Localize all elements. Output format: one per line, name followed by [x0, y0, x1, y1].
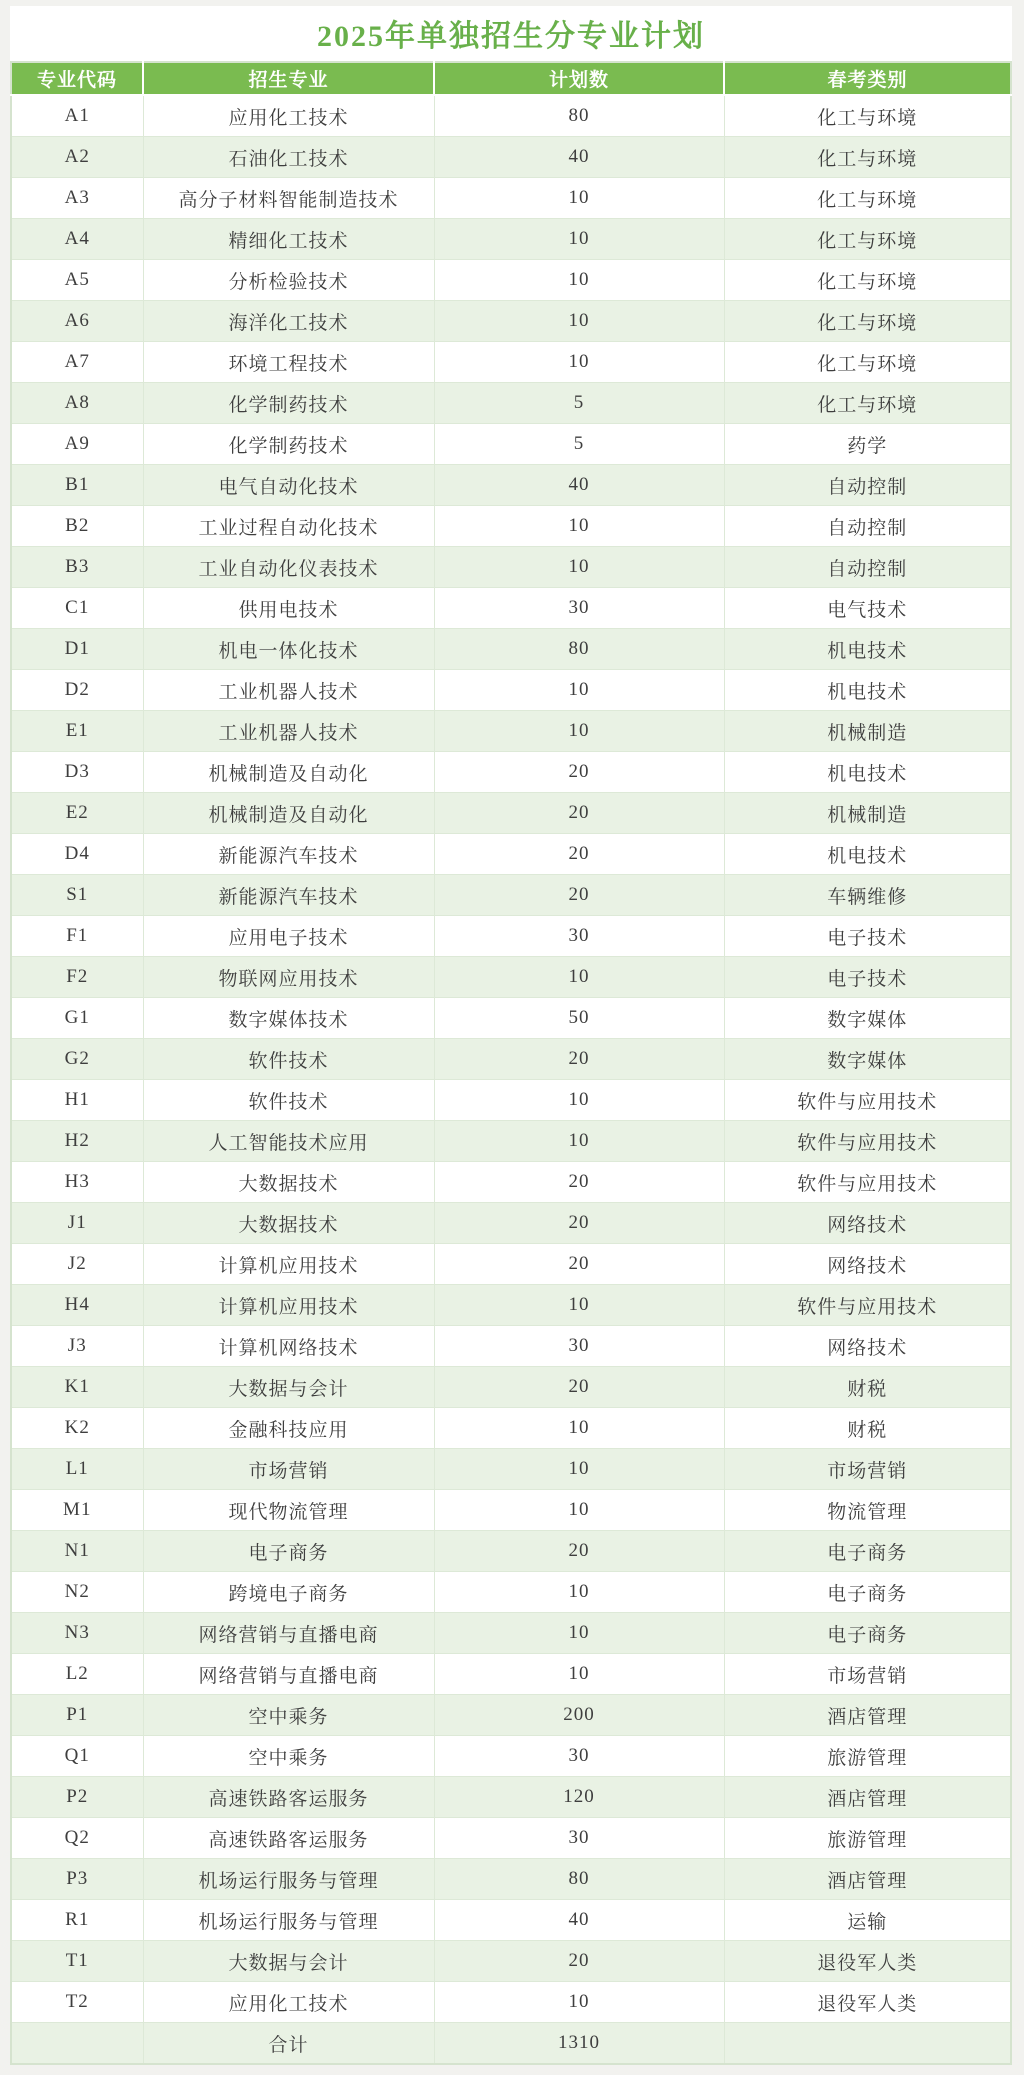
cell-exam-category: 机械制造	[724, 711, 1011, 752]
cell-major-name: 新能源汽车技术	[143, 834, 434, 875]
cell-major-code: P3	[11, 1859, 143, 1900]
cell-major-name: 化学制药技术	[143, 383, 434, 424]
cell-plan-count: 20	[434, 1162, 724, 1203]
cell-major-name: 大数据与会计	[143, 1367, 434, 1408]
cell-exam-category	[724, 2023, 1011, 2065]
cell-plan-count: 30	[434, 1736, 724, 1777]
cell-plan-count: 20	[434, 834, 724, 875]
cell-plan-count: 20	[434, 1244, 724, 1285]
table-row	[11, 1367, 1011, 1408]
cell-exam-category: 数字媒体	[724, 998, 1011, 1039]
cell-exam-category: 运输	[724, 1900, 1011, 1941]
cell-major-name: 数字媒体技术	[143, 998, 434, 1039]
cell-exam-category: 化工与环境	[724, 95, 1011, 137]
cell-plan-count: 30	[434, 1818, 724, 1859]
col-header-plan-count: 计划数	[434, 62, 724, 95]
cell-major-name: 石油化工技术	[143, 137, 434, 178]
cell-exam-category: 数字媒体	[724, 1039, 1011, 1080]
cell-exam-category: 机电技术	[724, 629, 1011, 670]
cell-exam-category: 软件与应用技术	[724, 1285, 1011, 1326]
cell-exam-category: 网络技术	[724, 1326, 1011, 1367]
cell-major-code: H4	[11, 1285, 143, 1326]
cell-major-name: 大数据技术	[143, 1203, 434, 1244]
cell-plan-count: 10	[434, 1654, 724, 1695]
cell-major-code: D4	[11, 834, 143, 875]
cell-plan-count: 10	[434, 1080, 724, 1121]
table-row	[11, 1203, 1011, 1244]
cell-exam-category: 电气技术	[724, 588, 1011, 629]
cell-major-name: 金融科技应用	[143, 1408, 434, 1449]
cell-major-name: 应用化工技术	[143, 1982, 434, 2023]
cell-exam-category: 市场营销	[724, 1654, 1011, 1695]
cell-plan-count: 200	[434, 1695, 724, 1736]
table-row	[11, 1244, 1011, 1285]
cell-major-name: 化学制药技术	[143, 424, 434, 465]
cell-major-code: D1	[11, 629, 143, 670]
table-row	[11, 1039, 1011, 1080]
header-row	[11, 62, 1011, 95]
cell-major-name: 电气自动化技术	[143, 465, 434, 506]
table-row	[11, 260, 1011, 301]
cell-major-code: H1	[11, 1080, 143, 1121]
table-row	[11, 998, 1011, 1039]
cell-major-name: 供用电技术	[143, 588, 434, 629]
cell-exam-category: 网络技术	[724, 1244, 1011, 1285]
cell-exam-category: 退役军人类	[724, 1982, 1011, 2023]
cell-exam-category: 化工与环境	[724, 342, 1011, 383]
cell-plan-count: 10	[434, 1285, 724, 1326]
cell-major-code: A9	[11, 424, 143, 465]
cell-major-code: B2	[11, 506, 143, 547]
cell-plan-count: 10	[434, 1572, 724, 1613]
table-row	[11, 588, 1011, 629]
cell-major-code: L1	[11, 1449, 143, 1490]
col-header-major-name: 招生专业	[143, 62, 434, 95]
cell-major-name: 软件技术	[143, 1080, 434, 1121]
cell-major-code: N2	[11, 1572, 143, 1613]
table-row	[11, 1982, 1011, 2023]
cell-major-name: 精细化工技术	[143, 219, 434, 260]
cell-exam-category: 车辆维修	[724, 875, 1011, 916]
cell-major-name: 机械制造及自动化	[143, 793, 434, 834]
cell-major-name: 高速铁路客运服务	[143, 1777, 434, 1818]
cell-major-name: 计算机网络技术	[143, 1326, 434, 1367]
table-row	[11, 1777, 1011, 1818]
table-row	[11, 1080, 1011, 1121]
cell-exam-category: 自动控制	[724, 547, 1011, 588]
cell-major-code: N1	[11, 1531, 143, 1572]
cell-plan-count: 5	[434, 383, 724, 424]
cell-plan-count: 10	[434, 957, 724, 998]
cell-major-code: Q1	[11, 1736, 143, 1777]
cell-exam-category: 网络技术	[724, 1203, 1011, 1244]
cell-exam-category: 化工与环境	[724, 301, 1011, 342]
cell-major-name: 空中乘务	[143, 1695, 434, 1736]
cell-exam-category: 电子商务	[724, 1531, 1011, 1572]
cell-major-code: M1	[11, 1490, 143, 1531]
cell-exam-category: 电子技术	[724, 916, 1011, 957]
cell-major-code: A6	[11, 301, 143, 342]
cell-major-code: A8	[11, 383, 143, 424]
table-row	[11, 424, 1011, 465]
cell-exam-category: 财税	[724, 1408, 1011, 1449]
table-row	[11, 1531, 1011, 1572]
cell-plan-count: 30	[434, 588, 724, 629]
cell-exam-category: 物流管理	[724, 1490, 1011, 1531]
cell-major-code: H3	[11, 1162, 143, 1203]
cell-exam-category: 电子商务	[724, 1613, 1011, 1654]
cell-plan-count: 10	[434, 219, 724, 260]
cell-exam-category: 酒店管理	[724, 1859, 1011, 1900]
cell-major-name: 应用化工技术	[143, 95, 434, 137]
table-row	[11, 137, 1011, 178]
cell-plan-count: 20	[434, 752, 724, 793]
cell-major-name: 环境工程技术	[143, 342, 434, 383]
cell-major-code: A2	[11, 137, 143, 178]
cell-major-name: 机电一体化技术	[143, 629, 434, 670]
table-row	[11, 1654, 1011, 1695]
cell-plan-count: 20	[434, 1367, 724, 1408]
cell-exam-category: 自动控制	[724, 506, 1011, 547]
cell-major-name: 物联网应用技术	[143, 957, 434, 998]
enrollment-plan-table	[10, 61, 1012, 2065]
table-row	[11, 957, 1011, 998]
cell-exam-category: 财税	[724, 1367, 1011, 1408]
cell-major-code: F1	[11, 916, 143, 957]
cell-major-name: 机场运行服务与管理	[143, 1859, 434, 1900]
table-row	[11, 1695, 1011, 1736]
table-row	[11, 1572, 1011, 1613]
cell-exam-category: 化工与环境	[724, 178, 1011, 219]
cell-major-code: F2	[11, 957, 143, 998]
cell-exam-category: 电子技术	[724, 957, 1011, 998]
cell-exam-category: 电子商务	[724, 1572, 1011, 1613]
cell-exam-category: 化工与环境	[724, 383, 1011, 424]
cell-plan-count: 120	[434, 1777, 724, 1818]
cell-major-name: 软件技术	[143, 1039, 434, 1080]
table-row	[11, 178, 1011, 219]
cell-major-name: 计算机应用技术	[143, 1244, 434, 1285]
cell-major-code: C1	[11, 588, 143, 629]
cell-exam-category: 化工与环境	[724, 137, 1011, 178]
cell-plan-count: 10	[434, 342, 724, 383]
table-row	[11, 1285, 1011, 1326]
cell-plan-count: 40	[434, 137, 724, 178]
table-row	[11, 670, 1011, 711]
table-row	[11, 465, 1011, 506]
table-row	[11, 1736, 1011, 1777]
cell-exam-category: 化工与环境	[724, 260, 1011, 301]
cell-plan-count: 80	[434, 629, 724, 670]
table-row	[11, 834, 1011, 875]
cell-major-name: 市场营销	[143, 1449, 434, 1490]
cell-major-code: D2	[11, 670, 143, 711]
cell-major-code: T1	[11, 1941, 143, 1982]
total-row	[11, 2023, 1011, 2065]
col-header-exam-category: 春考类别	[724, 62, 1011, 95]
cell-major-name: 新能源汽车技术	[143, 875, 434, 916]
cell-plan-count: 10	[434, 1982, 724, 2023]
cell-plan-count: 10	[434, 711, 724, 752]
cell-plan-count: 1310	[434, 2023, 724, 2065]
cell-exam-category: 机电技术	[724, 670, 1011, 711]
cell-plan-count: 80	[434, 95, 724, 137]
cell-major-code: J3	[11, 1326, 143, 1367]
cell-exam-category: 退役军人类	[724, 1941, 1011, 1982]
cell-plan-count: 20	[434, 793, 724, 834]
cell-exam-category: 软件与应用技术	[724, 1121, 1011, 1162]
table-row	[11, 1408, 1011, 1449]
cell-major-code: L2	[11, 1654, 143, 1695]
cell-major-name: 计算机应用技术	[143, 1285, 434, 1326]
cell-plan-count: 30	[434, 916, 724, 957]
cell-major-name: 网络营销与直播电商	[143, 1613, 434, 1654]
cell-plan-count: 10	[434, 506, 724, 547]
cell-major-code	[11, 2023, 143, 2065]
cell-major-code: D3	[11, 752, 143, 793]
table-row	[11, 916, 1011, 957]
cell-plan-count: 50	[434, 998, 724, 1039]
cell-major-code: A7	[11, 342, 143, 383]
cell-plan-count: 40	[434, 1900, 724, 1941]
table-row	[11, 1859, 1011, 1900]
cell-plan-count: 10	[434, 1121, 724, 1162]
cell-exam-category: 市场营销	[724, 1449, 1011, 1490]
cell-exam-category: 旅游管理	[724, 1736, 1011, 1777]
cell-exam-category: 酒店管理	[724, 1695, 1011, 1736]
page-title: 2025年单独招生分专业计划	[317, 20, 705, 53]
cell-major-code: T2	[11, 1982, 143, 2023]
table-row	[11, 219, 1011, 260]
cell-major-code: A4	[11, 219, 143, 260]
cell-major-name: 工业自动化仪表技术	[143, 547, 434, 588]
cell-plan-count: 20	[434, 1203, 724, 1244]
cell-major-code: E2	[11, 793, 143, 834]
cell-major-name: 工业过程自动化技术	[143, 506, 434, 547]
cell-major-code: N3	[11, 1613, 143, 1654]
cell-major-code: A5	[11, 260, 143, 301]
cell-major-name: 大数据技术	[143, 1162, 434, 1203]
content-card	[10, 6, 1012, 2065]
cell-exam-category: 软件与应用技术	[724, 1162, 1011, 1203]
cell-major-code: A3	[11, 178, 143, 219]
cell-major-name: 空中乘务	[143, 1736, 434, 1777]
cell-major-name: 合计	[143, 2023, 434, 2065]
cell-plan-count: 5	[434, 424, 724, 465]
table-row	[11, 629, 1011, 670]
table-row	[11, 752, 1011, 793]
table-row	[11, 547, 1011, 588]
cell-major-name: 跨境电子商务	[143, 1572, 434, 1613]
cell-major-code: B3	[11, 547, 143, 588]
cell-exam-category: 自动控制	[724, 465, 1011, 506]
table-row	[11, 383, 1011, 424]
cell-major-code: J1	[11, 1203, 143, 1244]
cell-plan-count: 10	[434, 260, 724, 301]
cell-exam-category: 旅游管理	[724, 1818, 1011, 1859]
cell-major-name: 高分子材料智能制造技术	[143, 178, 434, 219]
cell-major-name: 网络营销与直播电商	[143, 1654, 434, 1695]
cell-major-name: 电子商务	[143, 1531, 434, 1572]
cell-exam-category: 机电技术	[724, 834, 1011, 875]
cell-major-code: R1	[11, 1900, 143, 1941]
table-row	[11, 1613, 1011, 1654]
cell-plan-count: 40	[434, 465, 724, 506]
cell-exam-category: 药学	[724, 424, 1011, 465]
cell-major-code: B1	[11, 465, 143, 506]
cell-major-name: 现代物流管理	[143, 1490, 434, 1531]
table-row	[11, 1162, 1011, 1203]
cell-plan-count: 10	[434, 178, 724, 219]
cell-plan-count: 80	[434, 1859, 724, 1900]
cell-plan-count: 10	[434, 301, 724, 342]
cell-exam-category: 化工与环境	[724, 219, 1011, 260]
cell-major-name: 机械制造及自动化	[143, 752, 434, 793]
table-row	[11, 506, 1011, 547]
cell-major-name: 工业机器人技术	[143, 711, 434, 752]
cell-plan-count: 10	[434, 1613, 724, 1654]
cell-major-name: 工业机器人技术	[143, 670, 434, 711]
table-row	[11, 95, 1011, 137]
cell-exam-category: 机电技术	[724, 752, 1011, 793]
cell-major-name: 机场运行服务与管理	[143, 1900, 434, 1941]
cell-major-name: 分析检验技术	[143, 260, 434, 301]
cell-major-code: P2	[11, 1777, 143, 1818]
cell-major-name: 人工智能技术应用	[143, 1121, 434, 1162]
cell-plan-count: 10	[434, 1408, 724, 1449]
table-row	[11, 1900, 1011, 1941]
table-row	[11, 875, 1011, 916]
cell-major-code: E1	[11, 711, 143, 752]
cell-major-code: K2	[11, 1408, 143, 1449]
cell-plan-count: 10	[434, 1490, 724, 1531]
cell-major-code: P1	[11, 1695, 143, 1736]
cell-plan-count: 20	[434, 1531, 724, 1572]
table-row	[11, 1326, 1011, 1367]
cell-plan-count: 10	[434, 670, 724, 711]
table-row	[11, 301, 1011, 342]
cell-major-code: S1	[11, 875, 143, 916]
cell-major-name: 应用电子技术	[143, 916, 434, 957]
cell-major-code: K1	[11, 1367, 143, 1408]
table-row	[11, 1121, 1011, 1162]
cell-major-code: A1	[11, 95, 143, 137]
cell-exam-category: 机械制造	[724, 793, 1011, 834]
cell-major-name: 高速铁路客运服务	[143, 1818, 434, 1859]
cell-major-code: G1	[11, 998, 143, 1039]
cell-plan-count: 10	[434, 547, 724, 588]
cell-plan-count: 20	[434, 875, 724, 916]
cell-exam-category: 软件与应用技术	[724, 1080, 1011, 1121]
cell-major-code: Q2	[11, 1818, 143, 1859]
table-row	[11, 1449, 1011, 1490]
cell-plan-count: 20	[434, 1941, 724, 1982]
table-row	[11, 342, 1011, 383]
table-row	[11, 1818, 1011, 1859]
cell-plan-count: 30	[434, 1326, 724, 1367]
cell-major-name: 大数据与会计	[143, 1941, 434, 1982]
cell-major-code: H2	[11, 1121, 143, 1162]
cell-major-name: 海洋化工技术	[143, 301, 434, 342]
table-row	[11, 793, 1011, 834]
cell-major-code: J2	[11, 1244, 143, 1285]
cell-plan-count: 20	[434, 1039, 724, 1080]
cell-major-code: G2	[11, 1039, 143, 1080]
cell-plan-count: 10	[434, 1449, 724, 1490]
table-row	[11, 711, 1011, 752]
col-header-major-code: 专业代码	[11, 62, 143, 95]
cell-exam-category: 酒店管理	[724, 1777, 1011, 1818]
table-row	[11, 1490, 1011, 1531]
table-row	[11, 1941, 1011, 1982]
